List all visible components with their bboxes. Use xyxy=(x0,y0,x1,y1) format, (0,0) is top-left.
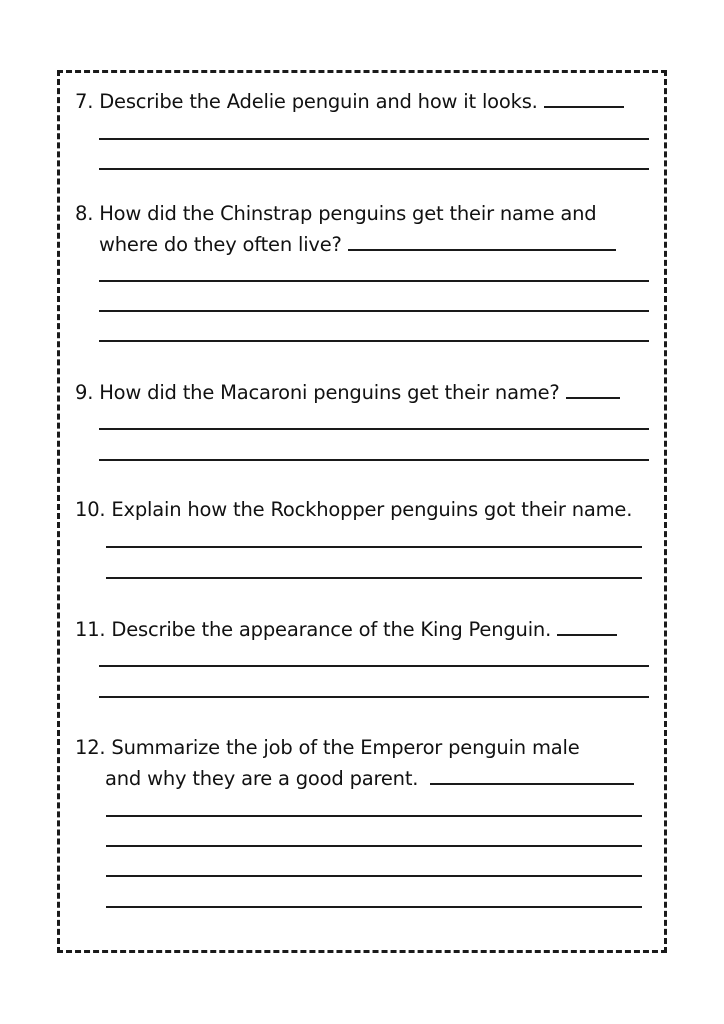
answer-blank[interactable] xyxy=(544,88,624,108)
question-12 xyxy=(75,733,580,763)
answer-line[interactable] xyxy=(106,906,642,908)
question-number: 8. xyxy=(75,202,94,225)
question-number: 9. xyxy=(75,381,94,404)
answer-line[interactable] xyxy=(99,428,649,430)
question-number: 11. xyxy=(75,618,106,641)
answer-line[interactable] xyxy=(106,546,642,548)
answer-line[interactable] xyxy=(106,875,642,877)
question-text: where do they often live? xyxy=(99,233,342,256)
question-7 xyxy=(75,87,624,117)
answer-line[interactable] xyxy=(99,459,649,461)
question-text: Explain how the Rockhopper penguins got their name. xyxy=(111,498,633,521)
answer-line[interactable] xyxy=(99,310,649,312)
question-text: and why they are a good parent. xyxy=(105,767,419,790)
answer-line[interactable] xyxy=(99,696,649,698)
question-8 xyxy=(75,199,596,229)
question-11 xyxy=(75,615,617,645)
question-12-continued xyxy=(105,764,634,794)
question-text: How did the Chinstrap penguins get their name and xyxy=(99,202,597,225)
question-9 xyxy=(75,378,620,408)
answer-blank[interactable] xyxy=(566,379,620,399)
question-text: Describe the Adelie penguin and how it looks. xyxy=(99,90,538,113)
question-10 xyxy=(75,495,632,525)
question-8-continued xyxy=(99,230,616,260)
answer-line[interactable] xyxy=(99,280,649,282)
answer-line[interactable] xyxy=(106,815,642,817)
answer-line[interactable] xyxy=(99,665,649,667)
question-text: How did the Macaroni penguins get their name? xyxy=(99,381,560,404)
answer-line[interactable] xyxy=(99,168,649,170)
question-text: Describe the appearance of the King Penguin. xyxy=(111,618,552,641)
question-number: 12. xyxy=(75,736,106,759)
answer-line[interactable] xyxy=(106,845,642,847)
answer-line[interactable] xyxy=(99,340,649,342)
answer-line[interactable] xyxy=(106,577,642,579)
question-number: 10. xyxy=(75,498,106,521)
answer-line[interactable] xyxy=(99,138,649,140)
answer-blank[interactable] xyxy=(430,765,634,785)
answer-blank[interactable] xyxy=(348,231,616,251)
question-text: Summarize the job of the Emperor penguin male xyxy=(111,736,580,759)
question-number: 7. xyxy=(75,90,94,113)
answer-blank[interactable] xyxy=(557,616,617,636)
